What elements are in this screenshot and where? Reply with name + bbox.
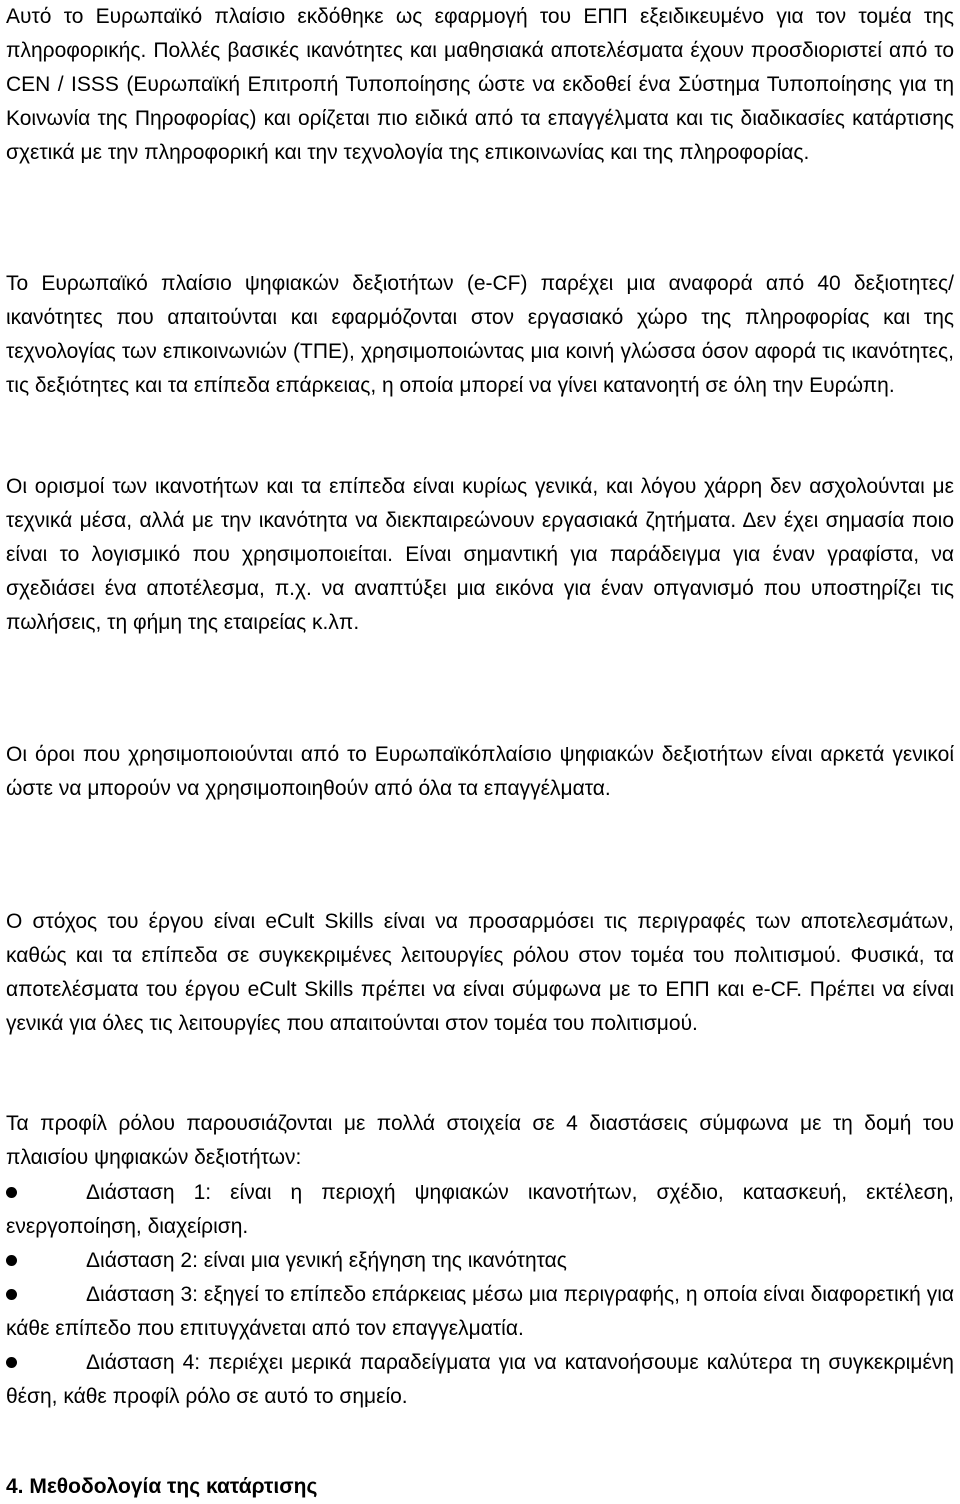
section-heading: 4. Μεθοδολογία της κατάρτισης xyxy=(6,1475,318,1498)
list-item-text: Διάσταση 1: είναι η περιοχή ψηφιακών ικανοτήτων, σχέδιο, κατασκευή, εκτέλεση, ενεργοποίηση, διαχείριση. xyxy=(6,1181,954,1238)
paragraph-intro-framework: Αυτό το Ευρωπαϊκό πλαίσιο εκδόθηκε ως εφαρμογή του ΕΠΠ εξειδικευμένο για τον τομέα της πληροφορικής. Πολλές βασικές ικανότητες και μαθησιακά αποτελέσματα έχουν προσδιοριστεί από το CEN / ISSS (Ευρωπαϊκή Επιτροπή Τυποποίησης ώστε να εκδοθεί ένα Σύστημα Τυποποίησης για τη Κοινωνία της Πηροφορίας) και ορίζεται πιο ειδικά από τα επαγγέλματα και τις διαδικασίες κατάρτισης σχετικά με την πληροφορική και την τεχνολογία της επικοινωνίας και της πληροφορίας. xyxy=(6,5,954,164)
list-item xyxy=(6,1278,954,1346)
list-item xyxy=(6,1346,954,1414)
dimensions-list xyxy=(6,1176,954,1414)
paragraph-role-profiles: Τα προφίλ ρόλου παρουσιάζονται με πολλά στοιχεία σε 4 διαστάσεις σύμφωνα με τη δομή του πλαισίου ψηφιακών δεξιοτήτων: xyxy=(6,1112,954,1169)
paragraph-ecf-description: Το Ευρωπαϊκό πλαίσιο ψηφιακών δεξιοτήτων (e-CF) παρέχει μια αναφορά από 40 δεξιοτητες/ ικανότητες που απαιτούνται και εφαρμόζονται στον εργασιακό χώρο της πληροφορίας και της τεχνολογίας των επικοινωνιών (ΤΠΕ), χρησιμοποιώντας μια κοινή γλώσσα όσον αφορά τις ικανότητες, τις δεξιότητες και τα επίπεδα επάρκειας, η οποία μπορεί να γίνει κατανοητή σε όλη την Ευρώπη. xyxy=(6,272,954,397)
bullet-icon xyxy=(6,1187,17,1198)
list-item-text: Διάσταση 4: περιέχει μερικά παραδείγματα για να κατανοήσουμε καλύτερα τη συγκεκριμένη θέση, κάθε προφίλ ρόλο σε αυτό το σημείο. xyxy=(6,1351,954,1408)
bullet-icon xyxy=(6,1255,17,1266)
list-item xyxy=(6,1244,954,1278)
list-item-text: Διάσταση 2: είναι μια γενική εξήγηση της ικανότητας xyxy=(86,1249,567,1272)
paragraph-ecult-goal: Ο στόχος του έργου είναι eCult Skills είναι να προσαρμόσει τις περιγραφές των αποτελεσμάτων, καθώς και τα επίπεδα σε συγκεκριμένες λειτουργίες ρόλου στον τομέα του πολιτισμού. Φυσικά, τα αποτελέσματα του έργου eCult Skills πρέπει να είναι σύμφωνα με το ΕΠΠ και e-CF. Πρέπει να είναι γενικά για όλες τις λειτουργίες που απαιτούνται στον τομέα του πολιτισμού. xyxy=(6,910,954,1035)
list-item-text: Διάσταση 3: εξηγεί το επίπεδο επάρκειας μέσω μια περιγραφής, η οποία είναι διαφορετική για κάθε επίπεδο που επιτυγχάνεται από τον επαγγελματία. xyxy=(6,1283,954,1340)
paragraph-general-terms: Οι όροι που χρησιμοποιούνται από το Ευρωπαϊκόπλαίσιο ψηφιακών δεξιοτήτων είναι αρκετά γενικοί ώστε να μπορούν να χρησιμοποιηθούν από όλα τα επαγγέλματα. xyxy=(6,743,954,800)
bullet-icon xyxy=(6,1289,17,1300)
bullet-icon xyxy=(6,1357,17,1368)
paragraph-competence-definitions: Οι ορισμοί των ικανοτήτων και τα επίπεδα είναι κυρίως γενικά, και λόγου χάρρη δεν ασχολούνται με τεχνικά μέσα, αλλά με την ικανότητα να διεκπαιρεώνουν εργασιακά ζητήματα. Δεν έχει σημασία ποιο είναι το λογισμικό που χρησιμοποιείται. Είναι σημαντική για παράδειγμα για έναν γραφίστα, να σχεδιάσει ένα αποτέλεσμα, π.χ. να αναπτύξει μια εικόνα για έναν οπγανισμό που υποστηρίζει τις πωλήσεις, τη φήμη της εταιρείας κ.λπ. xyxy=(6,475,954,634)
list-item xyxy=(6,1176,954,1244)
